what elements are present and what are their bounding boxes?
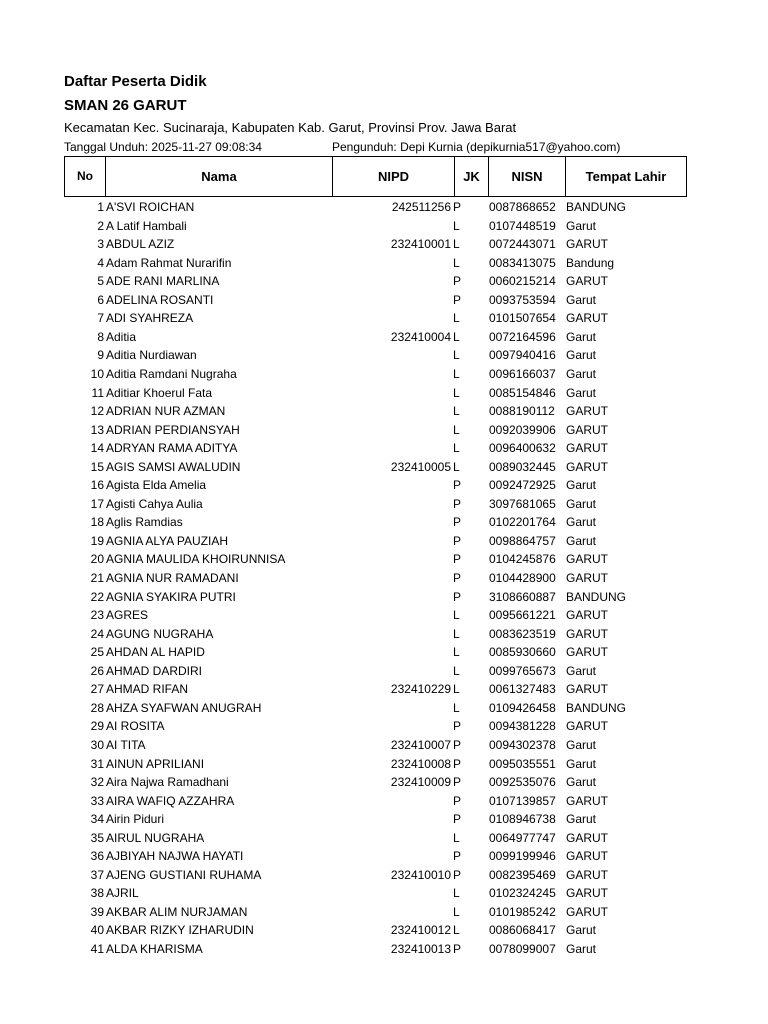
cell-nama: AGNIA NUR RAMADANI (106, 571, 239, 585)
cell-tempat-lahir: GARUT (566, 794, 608, 808)
cell-nisn: 0095035551 (489, 757, 556, 771)
cell-tempat-lahir: GARUT (566, 627, 608, 641)
cell-nama: AKBAR RIZKY IZHARUDIN (106, 923, 254, 937)
table-row (64, 513, 687, 531)
cell-nama: Aditia (106, 330, 137, 344)
cell-tempat-lahir: Garut (566, 293, 597, 307)
cell-jk: P (453, 534, 462, 548)
table-row (64, 921, 687, 939)
table-row (64, 328, 687, 346)
cell-no: 17 (90, 497, 104, 511)
table-row (64, 384, 687, 402)
table-row (64, 439, 687, 457)
cell-tempat-lahir: GARUT (566, 237, 608, 251)
downloader: Pengunduh: Depi Kurnia (depikurnia517@yahoo.com) (332, 140, 621, 154)
cell-nama: Agisti Cahya Aulia (106, 497, 203, 511)
cell-nisn: 0085154846 (489, 386, 556, 400)
cell-no: 37 (90, 868, 104, 882)
cell-tempat-lahir: GARUT (566, 571, 608, 585)
cell-tempat-lahir: GARUT (566, 868, 608, 882)
cell-nama: AHZA SYAFWAN ANUGRAH (106, 701, 262, 715)
cell-nama: AGNIA MAULIDA KHOIRUNNISA (106, 552, 286, 566)
cell-no: 13 (90, 423, 104, 437)
table-row (64, 792, 687, 810)
cell-nisn: 0102324245 (489, 886, 556, 900)
cell-jk: P (453, 812, 462, 826)
cell-jk: L (453, 664, 460, 678)
cell-no: 29 (90, 719, 104, 733)
cell-tempat-lahir: GARUT (566, 886, 608, 900)
document-title: Daftar Peserta Didik (64, 73, 207, 90)
cell-nisn: 0092472925 (489, 478, 556, 492)
cell-nisn: 0089032445 (489, 460, 556, 474)
cell-no: 30 (90, 738, 104, 752)
cell-nama: Airin Piduri (106, 812, 165, 826)
cell-jk: L (453, 386, 460, 400)
cell-no: 27 (90, 682, 104, 696)
cell-jk: P (453, 868, 462, 882)
cell-no: 24 (90, 627, 104, 641)
cell-nama: AINUN APRILIANI (106, 757, 205, 771)
cell-nisn: 0097940416 (489, 348, 556, 362)
cell-tempat-lahir: Bandung (566, 256, 615, 270)
cell-nama: AKBAR ALIM NURJAMAN (106, 905, 248, 919)
cell-no: 31 (90, 757, 104, 771)
cell-jk: L (453, 219, 460, 233)
cell-no: 19 (90, 534, 104, 548)
cell-nama: ABDUL AZIZ (106, 237, 175, 251)
cell-tempat-lahir: GARUT (566, 719, 608, 733)
cell-no: 16 (90, 478, 104, 492)
cell-tempat-lahir: GARUT (566, 831, 608, 845)
cell-nisn: 0083623519 (489, 627, 556, 641)
cell-nama: ADELINA ROSANTI (106, 293, 214, 307)
cell-nipd: 232410012 (390, 923, 451, 937)
cell-nama: ADRIAN NUR AZMAN (106, 404, 226, 418)
table-row (64, 643, 687, 661)
table-row (64, 680, 687, 698)
table-row (64, 866, 687, 884)
cell-nisn: 0083413075 (489, 256, 556, 270)
download-date: Tanggal Unduh: 2025-11-27 09:08:34 (64, 140, 262, 154)
cell-no: 9 (97, 348, 104, 362)
table-row (64, 346, 687, 364)
cell-tempat-lahir: GARUT (566, 682, 608, 696)
cell-nama: AGRES (106, 608, 149, 622)
cell-nisn: 0099765673 (489, 664, 556, 678)
table-row (64, 291, 687, 309)
cell-no: 15 (90, 460, 104, 474)
cell-nisn: 0082395469 (489, 868, 556, 882)
cell-tempat-lahir: GARUT (566, 905, 608, 919)
cell-tempat-lahir: Garut (566, 738, 597, 752)
cell-no: 22 (90, 590, 104, 604)
cell-no: 2 (97, 219, 104, 233)
cell-nisn: 3097681065 (489, 497, 556, 511)
cell-jk: P (453, 571, 462, 585)
cell-nipd: 232410005 (390, 460, 451, 474)
cell-no: 25 (90, 645, 104, 659)
table-row (64, 884, 687, 902)
cell-jk: L (453, 256, 460, 270)
cell-tempat-lahir: BANDUNG (566, 590, 627, 604)
cell-jk: L (453, 905, 460, 919)
cell-nama: Aditia Ramdani Nugraha (106, 367, 237, 381)
cell-jk: L (453, 627, 460, 641)
table-row (64, 198, 687, 216)
cell-jk: L (453, 886, 460, 900)
cell-tempat-lahir: GARUT (566, 441, 608, 455)
cell-no: 23 (90, 608, 104, 622)
cell-nisn: 0072443071 (489, 237, 556, 251)
cell-nama: AGNIA SYAKIRA PUTRI (106, 590, 236, 604)
cell-nipd: 232410009 (390, 775, 451, 789)
column-header-nipd: NIPD (333, 157, 455, 196)
cell-nisn: 0101985242 (489, 905, 556, 919)
cell-nama: Agista Elda Amelia (106, 478, 207, 492)
cell-nisn: 0092039906 (489, 423, 556, 437)
cell-nama: A'SVI ROICHAN (106, 200, 195, 214)
cell-nama: ADRIAN PERDIANSYAH (106, 423, 240, 437)
cell-tempat-lahir: Garut (566, 348, 597, 362)
cell-nama: AI ROSITA (106, 719, 165, 733)
cell-jk: P (453, 515, 462, 529)
cell-nisn: 0108946738 (489, 812, 556, 826)
table-row (64, 421, 687, 439)
cell-tempat-lahir: Garut (566, 367, 597, 381)
cell-nisn: 0088190112 (489, 404, 555, 418)
cell-jk: L (453, 237, 460, 251)
cell-no: 38 (90, 886, 104, 900)
table-row (64, 810, 687, 828)
cell-tempat-lahir: GARUT (566, 423, 608, 437)
cell-no: 8 (97, 330, 104, 344)
table-row (64, 402, 687, 420)
cell-no: 4 (97, 256, 104, 270)
cell-nama: AHDAN AL HAPID (106, 645, 205, 659)
table-row (64, 569, 687, 587)
cell-jk: P (453, 794, 462, 808)
cell-no: 35 (90, 831, 104, 845)
cell-tempat-lahir: Garut (566, 757, 597, 771)
cell-tempat-lahir: GARUT (566, 552, 608, 566)
cell-nisn: 0102201764 (489, 515, 556, 529)
cell-jk: L (453, 831, 460, 845)
cell-nisn: 0098864757 (489, 534, 556, 548)
cell-jk: P (453, 757, 462, 771)
cell-jk: P (453, 738, 462, 752)
cell-jk: P (453, 478, 462, 492)
cell-no: 28 (90, 701, 104, 715)
cell-tempat-lahir: GARUT (566, 311, 608, 325)
cell-nisn: 0101507654 (489, 311, 556, 325)
table-row (64, 755, 687, 773)
cell-jk: L (453, 701, 460, 715)
cell-tempat-lahir: GARUT (566, 849, 608, 863)
cell-nisn: 0092535076 (489, 775, 556, 789)
cell-nisn: 0061327483 (489, 682, 556, 696)
cell-nama: Aditiar Khoerul Fata (106, 386, 213, 400)
cell-nisn: 0107139857 (489, 794, 556, 808)
table-row (64, 940, 687, 958)
cell-tempat-lahir: GARUT (566, 608, 608, 622)
table-row (64, 588, 687, 606)
cell-nipd: 232410008 (390, 757, 451, 771)
cell-nama: Aditia Nurdiawan (106, 348, 197, 362)
cell-nisn: 0086068417 (489, 923, 556, 937)
table-row (64, 736, 687, 754)
cell-nisn: 0085930660 (489, 645, 556, 659)
cell-nama: Adam Rahmat Nurarifin (106, 256, 232, 270)
cell-nama: ADE RANI MARLINA (106, 274, 220, 288)
cell-nama: AGUNG NUGRAHA (106, 627, 214, 641)
cell-nipd: 232410013 (390, 942, 451, 956)
cell-nama: AI TITA (106, 738, 146, 752)
cell-jk: L (453, 460, 460, 474)
cell-tempat-lahir: Garut (566, 478, 597, 492)
cell-nisn: 0095661221 (489, 608, 556, 622)
cell-nipd: 242511256 (391, 200, 451, 214)
table-row (64, 606, 687, 624)
cell-no: 5 (97, 274, 104, 288)
table-row (64, 847, 687, 865)
cell-no: 7 (97, 311, 104, 325)
cell-nama: AJENG GUSTIANI RUHAMA (106, 868, 262, 882)
cell-tempat-lahir: Garut (566, 812, 597, 826)
cell-nisn: 0104245876 (489, 552, 556, 566)
cell-nisn: 0094381228 (489, 719, 556, 733)
cell-jk: P (453, 552, 462, 566)
cell-nisn: 0107448519 (489, 219, 556, 233)
column-header-nisn: NISN (489, 157, 566, 196)
table-row (64, 829, 687, 847)
cell-no: 32 (90, 775, 104, 789)
cell-tempat-lahir: Garut (566, 219, 597, 233)
table-row (64, 773, 687, 791)
cell-jk: L (453, 311, 460, 325)
cell-jk: P (453, 590, 462, 604)
cell-jk: L (453, 330, 460, 344)
cell-nama: AIRA WAFIQ AZZAHRA (106, 794, 235, 808)
cell-no: 36 (90, 849, 104, 863)
cell-nisn: 0094302378 (489, 738, 556, 752)
cell-nisn: 0078099007 (489, 942, 556, 956)
cell-nama: A Latif Hambali (106, 219, 187, 233)
cell-no: 34 (90, 812, 104, 826)
cell-nisn: 0064977747 (489, 831, 556, 845)
cell-no: 14 (90, 441, 104, 455)
cell-tempat-lahir: BANDUNG (566, 701, 627, 715)
column-header-no: No (65, 157, 106, 196)
cell-nisn: 3108660887 (489, 590, 556, 604)
cell-jk: L (453, 348, 460, 362)
cell-jk: L (453, 608, 460, 622)
cell-tempat-lahir: GARUT (566, 274, 608, 288)
table-row (64, 699, 687, 717)
table-row (64, 272, 687, 290)
cell-no: 12 (90, 404, 104, 418)
cell-nisn: 0109426458 (489, 701, 556, 715)
cell-tempat-lahir: Garut (566, 942, 597, 956)
cell-nisn: 0072164596 (489, 330, 556, 344)
cell-nisn: 0096166037 (489, 367, 556, 381)
cell-nama: AHMAD RIFAN (106, 682, 189, 696)
cell-nisn: 0099199946 (489, 849, 556, 863)
cell-tempat-lahir: Garut (566, 534, 597, 548)
cell-tempat-lahir: Garut (566, 330, 597, 344)
cell-jk: P (453, 293, 462, 307)
cell-nama: AJRIL (106, 886, 139, 900)
cell-jk: L (453, 645, 460, 659)
cell-nipd: 232410001 (390, 237, 451, 251)
cell-tempat-lahir: Garut (566, 923, 597, 937)
table-header (64, 156, 687, 197)
cell-nama: AGNIA ALYA PAUZIAH (106, 534, 229, 548)
cell-jk: L (453, 367, 460, 381)
table-row (64, 217, 687, 235)
table-row (64, 254, 687, 272)
cell-nisn: 0087868652 (489, 200, 556, 214)
cell-nama: AJBIYAH NAJWA HAYATI (106, 849, 244, 863)
cell-no: 21 (90, 571, 104, 585)
cell-nama: ADRYAN RAMA ADITYA (106, 441, 238, 455)
cell-tempat-lahir: Garut (566, 664, 597, 678)
school-name: SMAN 26 GARUT (64, 97, 187, 114)
cell-jk: P (453, 719, 462, 733)
cell-nisn: 0093753594 (489, 293, 556, 307)
cell-nipd: 232410004 (390, 330, 451, 344)
cell-jk: L (453, 923, 460, 937)
cell-no: 3 (97, 237, 104, 251)
cell-nama: Aira Najwa Ramadhani (106, 775, 229, 789)
location-line: Kecamatan Kec. Sucinaraja, Kabupaten Kab. Garut, Provinsi Prov. Jawa Barat (64, 120, 517, 135)
cell-jk: L (453, 404, 460, 418)
cell-no: 18 (90, 515, 104, 529)
cell-nama: Aglis Ramdias (106, 515, 183, 529)
cell-no: 20 (90, 552, 104, 566)
cell-no: 39 (90, 905, 104, 919)
cell-tempat-lahir: GARUT (566, 645, 608, 659)
cell-no: 1 (97, 200, 104, 214)
table-row (64, 458, 687, 476)
table-row (64, 625, 687, 643)
cell-jk: P (453, 497, 462, 511)
cell-nipd: 232410010 (390, 868, 451, 882)
cell-no: 26 (90, 664, 104, 678)
cell-tempat-lahir: GARUT (566, 460, 608, 474)
cell-tempat-lahir: Garut (566, 386, 597, 400)
cell-nama: ALDA KHARISMA (106, 942, 203, 956)
cell-jk: L (453, 682, 460, 696)
cell-jk: L (453, 423, 460, 437)
cell-nama: AIRUL NUGRAHA (106, 831, 205, 845)
column-header-nama: Nama (106, 157, 333, 196)
table-row (64, 495, 687, 513)
table-row (64, 903, 687, 921)
table-row (64, 662, 687, 680)
cell-jk: L (453, 441, 460, 455)
cell-no: 6 (97, 293, 104, 307)
table-row (64, 717, 687, 735)
table-row (64, 235, 687, 253)
cell-no: 11 (91, 386, 104, 400)
cell-nisn: 0104428900 (489, 571, 556, 585)
cell-no: 33 (90, 794, 104, 808)
cell-nipd: 232410007 (390, 738, 451, 752)
cell-jk: P (453, 200, 462, 214)
table-row (64, 532, 687, 550)
cell-tempat-lahir: Garut (566, 775, 597, 789)
cell-jk: P (453, 775, 462, 789)
column-header-tempat-lahir: Tempat Lahir (585, 169, 667, 184)
cell-no: 10 (90, 367, 104, 381)
cell-no: 40 (90, 923, 104, 937)
cell-tempat-lahir: BANDUNG (566, 200, 627, 214)
cell-nama: AHMAD DARDIRI (106, 664, 203, 678)
table-row (64, 550, 687, 568)
table-row (64, 476, 687, 494)
cell-nipd: 232410229 (390, 682, 451, 696)
cell-nama: ADI SYAHREZA (106, 311, 194, 325)
cell-nisn: 0060215214 (489, 274, 556, 288)
table-row (64, 365, 687, 383)
cell-jk: P (453, 274, 462, 288)
cell-jk: P (453, 849, 462, 863)
column-header-jk: JK (455, 157, 489, 196)
cell-tempat-lahir: GARUT (566, 404, 608, 418)
cell-jk: P (453, 942, 462, 956)
cell-tempat-lahir: Garut (566, 497, 597, 511)
cell-nisn: 0096400632 (489, 441, 556, 455)
cell-no: 41 (90, 942, 104, 956)
table-row (64, 309, 687, 327)
cell-tempat-lahir: Garut (566, 515, 597, 529)
cell-nama: AGIS SAMSI AWALUDIN (106, 460, 241, 474)
